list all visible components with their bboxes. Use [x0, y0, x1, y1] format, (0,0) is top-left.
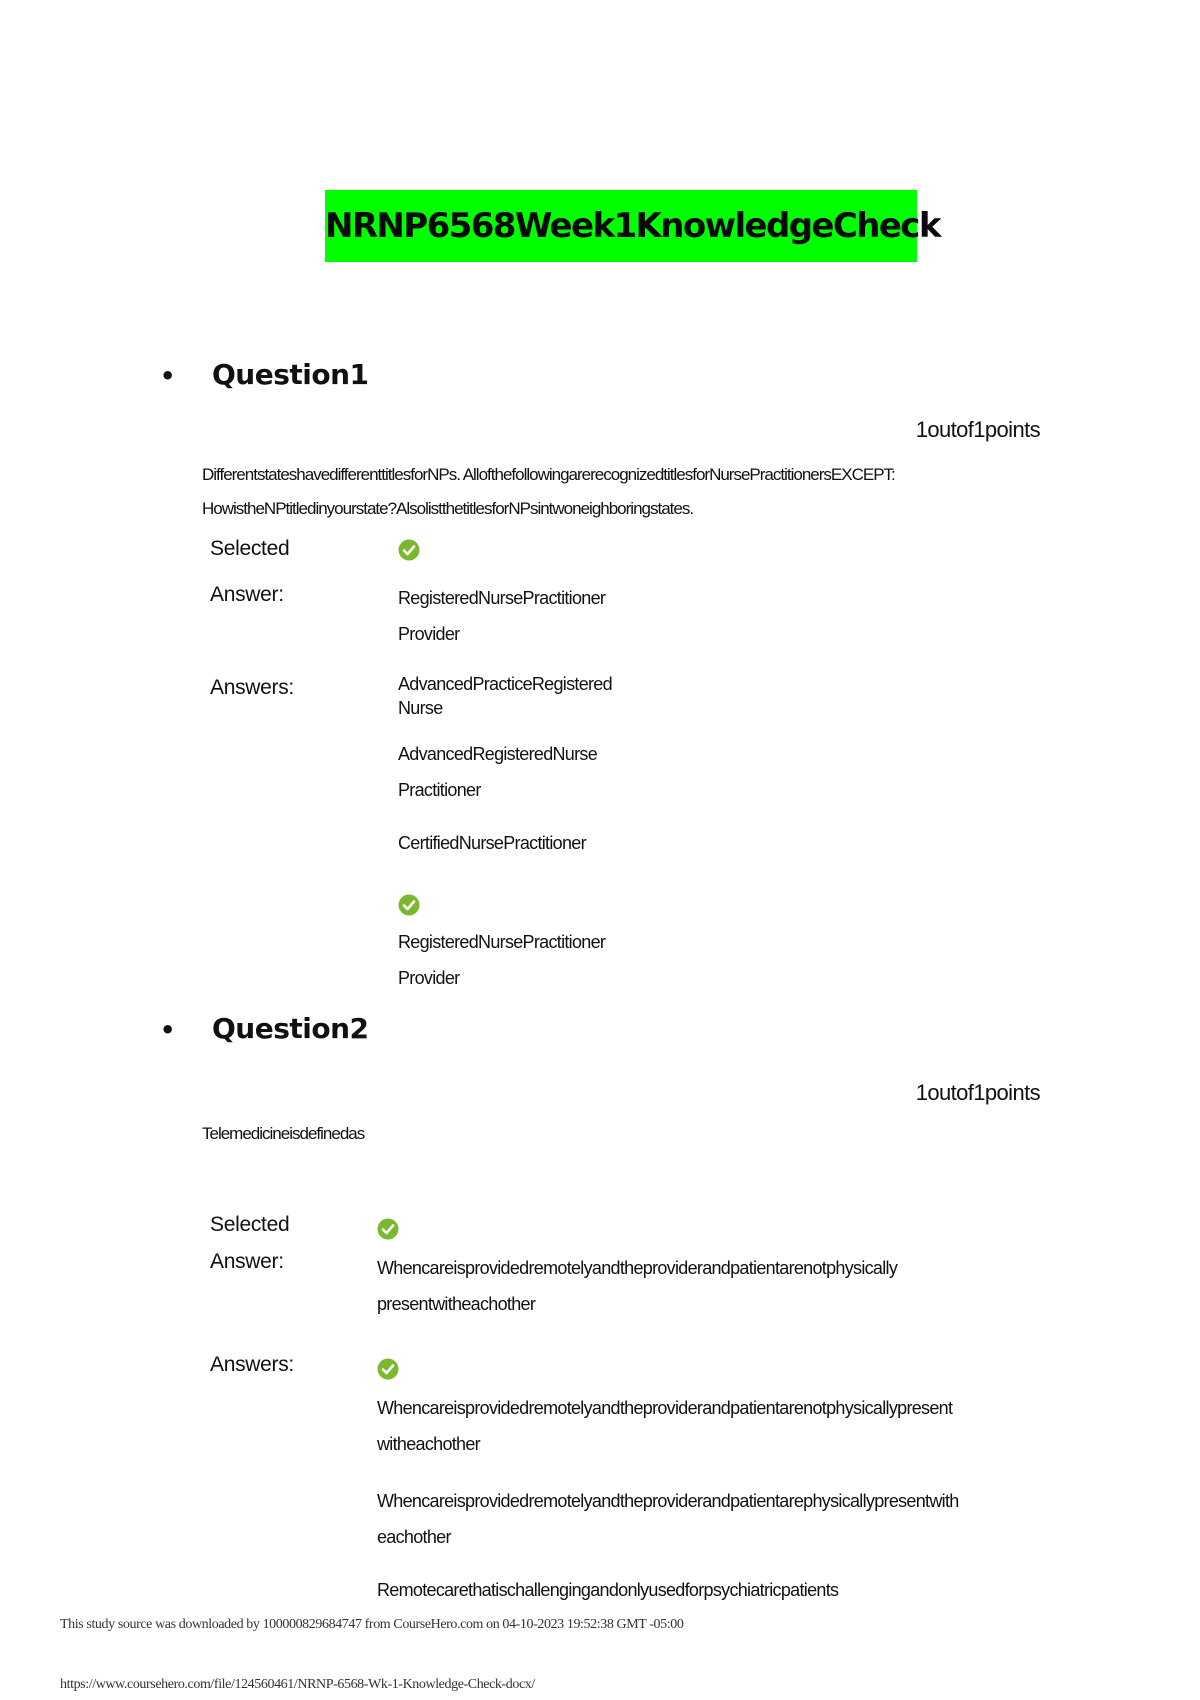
- answer-option-line: CertifiedNursePractitioner: [398, 833, 586, 853]
- bullet-icon: •: [160, 362, 175, 390]
- question-1-points: 1outof1points: [915, 417, 1040, 442]
- question-1-answer-option-3: [398, 825, 586, 861]
- answer-option-line: Nurse: [398, 698, 443, 718]
- question-1-selected-answer-line-1: RegisteredNursePractitioner: [398, 588, 606, 608]
- question-1-answer-option-4-correct: [398, 924, 605, 996]
- check-circle-icon: [377, 1358, 399, 1380]
- bullet-icon: •: [160, 1016, 175, 1044]
- answer-option-line: Whencareisprovidedremotelyandtheproviderandpatientarephysicallypresentwith: [377, 1491, 959, 1511]
- question-2-points: 1outof1points: [915, 1080, 1040, 1105]
- question-2-answer-label: Answer:: [210, 1250, 284, 1273]
- question-2-prompt-line-1: Telemedicineisdefinedas: [202, 1124, 365, 1143]
- document-title: NRNP6568Week1KnowledgeCheck: [325, 190, 917, 262]
- question-2-selected-answer-line-2: presentwitheachother: [377, 1294, 536, 1314]
- question-1-selected-answer: [398, 580, 605, 652]
- footer-source-note: This study source was downloaded by 100000829684747 from CourseHero.com on 04-10-2023 19:52:38 GMT -05:00: [60, 1617, 684, 1632]
- question-1-answer-option-1: [398, 672, 612, 720]
- question-2-selected-answer: [377, 1250, 897, 1322]
- question-1-answer-option-2: [398, 736, 597, 808]
- answer-option-line: eachother: [377, 1527, 451, 1547]
- question-1-heading: [160, 358, 369, 391]
- question-2-title: Question2: [212, 1012, 369, 1045]
- check-circle-icon: [377, 1218, 399, 1240]
- answer-option-line: Whencareisprovidedremotelyandtheproviderandpatientarenotphysicallypresent: [377, 1398, 953, 1418]
- question-1-prompt: [202, 458, 1082, 526]
- question-1-selected-label: Selected: [210, 537, 290, 560]
- question-1-title: Question1: [212, 358, 369, 391]
- answer-option-line: Practitioner: [398, 780, 481, 800]
- question-2-heading: [160, 1012, 369, 1045]
- question-2-answer-option-3: [377, 1572, 838, 1608]
- answer-option-line: AdvancedPracticeRegistered: [398, 674, 612, 694]
- answer-option-line: Provider: [398, 968, 460, 988]
- check-circle-icon: [398, 539, 420, 561]
- answer-option-line: RegisteredNursePractitioner: [398, 932, 606, 952]
- footer-url[interactable]: https://www.coursehero.com/file/124560461/NRNP-6568-Wk-1-Knowledge-Check-docx/: [60, 1677, 535, 1692]
- check-circle-icon: [398, 894, 420, 916]
- answer-option-line: witheachother: [377, 1434, 480, 1454]
- question-2-selected-label: Selected: [210, 1213, 290, 1236]
- question-2-answers-label: Answers:: [210, 1353, 294, 1376]
- question-2-prompt: [202, 1117, 1082, 1151]
- question-1-selected-answer-line-2: Provider: [398, 624, 460, 644]
- question-1-answers-label: Answers:: [210, 676, 294, 699]
- question-2-answer-option-1-correct: [377, 1390, 952, 1462]
- question-1-prompt-line-2: HowistheNPtitledinyourstate?AlsolistthetitlesforNPsintwoneighboringstates.: [202, 499, 694, 518]
- answer-option-line: Remotecarethatischallengingandonlyusedforpsychiatricpatients: [377, 1580, 839, 1600]
- question-2-answer-option-2: [377, 1483, 959, 1555]
- answer-option-line: AdvancedRegisteredNurse: [398, 744, 598, 764]
- question-1-prompt-line-1: DifferentstateshavedifferenttitlesforNPs. AllofthefollowingarerecognizedtitlesforNursePractitionersEXCEPT:: [202, 465, 895, 484]
- question-2-selected-answer-line-1: Whencareisprovidedremotelyandtheproviderandpatientarenotphysically: [377, 1258, 898, 1278]
- question-1-answer-label: Answer:: [210, 583, 284, 606]
